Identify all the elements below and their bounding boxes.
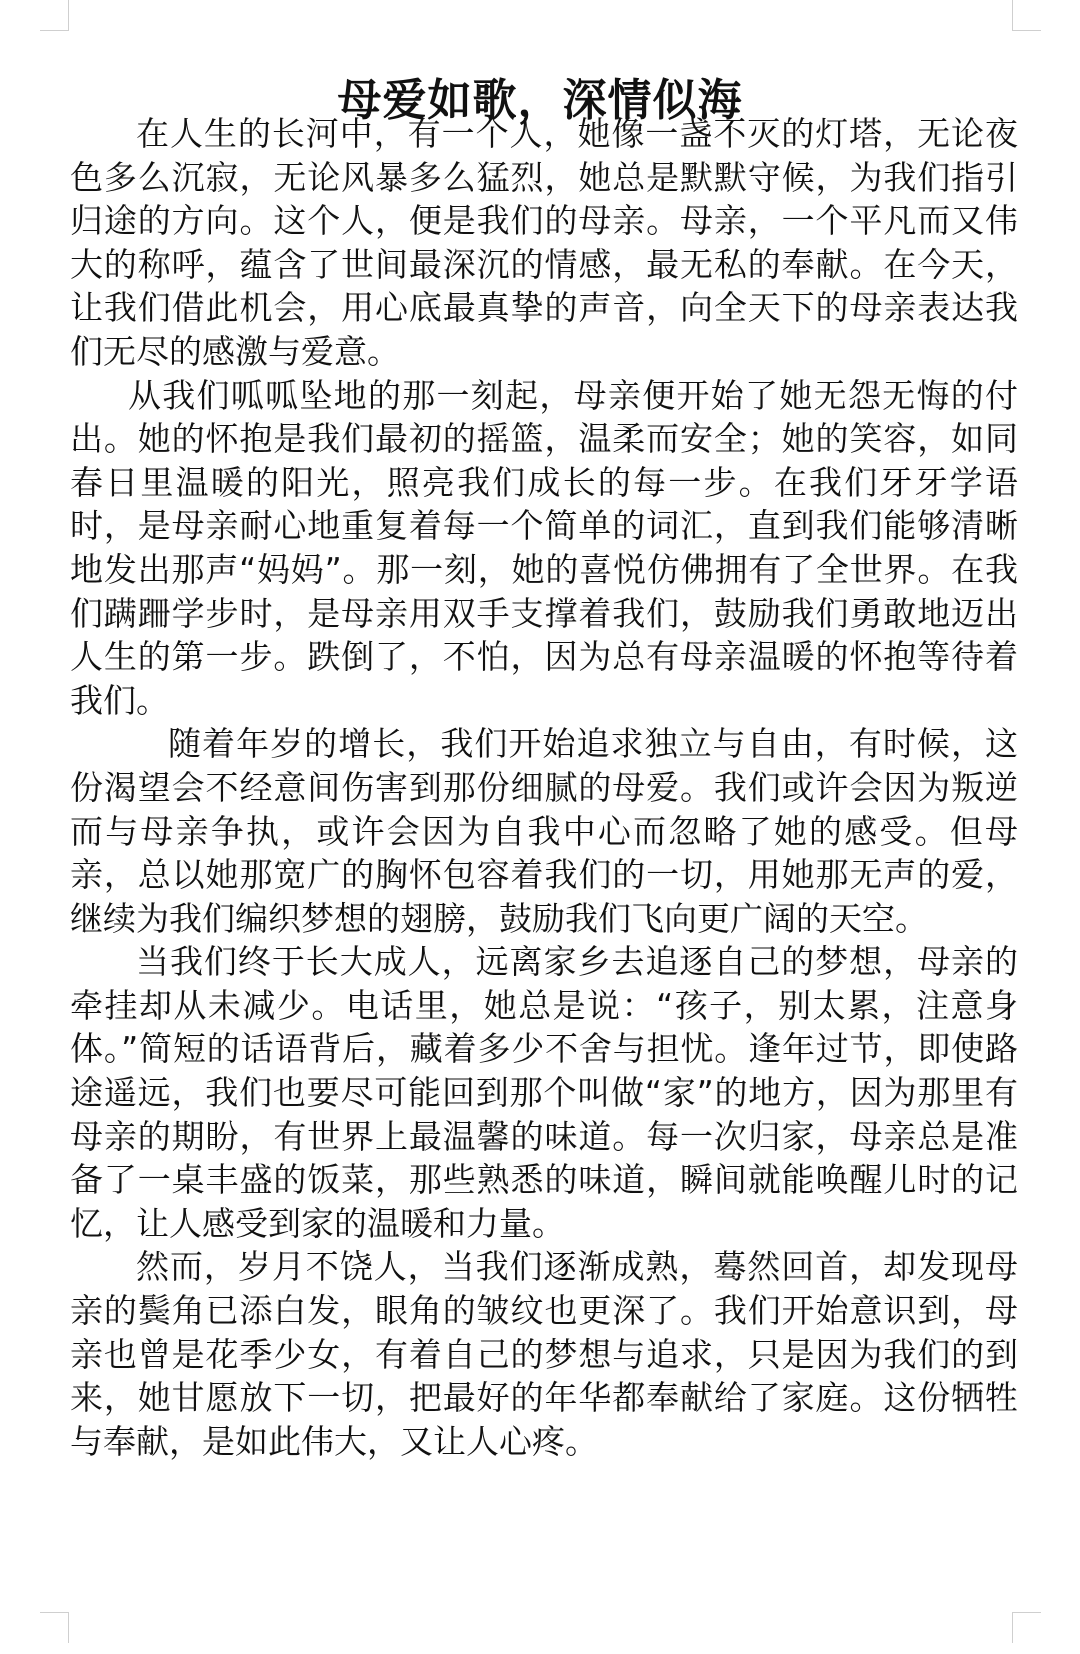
crop-mark-bottom-right bbox=[1012, 1612, 1041, 1643]
paragraph-2: 从我们呱呱坠地的那一刻起，母亲便开始了她无怨无悔的付出。她的怀抱是我们最初的摇篮，温柔而安全；她的笑容，如同春日里温暖的阳光，照亮我们成长的每一步。在我们牙牙学语时，是母亲耐心地重复着每一个简单的词汇，直到我们能够清晰地发出那声“妈妈”。那一刻，她的喜悦仿佛拥有了全世界。在我们蹒跚学步时，是母亲用双手支撑着我们，鼓励我们勇敢地迈出人生的第一步。跌倒了，不怕，因为总有母亲温暖的怀抱等待着我们。 bbox=[70, 375, 1018, 720]
paragraph-3: 随着年岁的增长，我们开始追求独立与自由，有时候，这份渴望会不经意间伤害到那份细腻的母爱。我们或许会因为叛逆而与母亲争执，或许会因为自我中心而忽略了她的感受。但母亲，总以她那宽广的胸怀包容着我们的一切，用她那无声的爱，继续为我们编织梦想的翅膀，鼓励我们飞向更广阔的天空。 bbox=[70, 724, 1018, 938]
document-title: 母爱如歌，深情似海 bbox=[337, 75, 743, 127]
paragraph-1: 在人生的长河中，有一个人，她像一盏不灭的灯塔，无论夜色多么沉寂，无论风暴多么猛烈，她总是默默守候，为我们指引归途的方向。这个人，便是我们的母亲。母亲，一个平凡而又伟大的称呼，蕴含了世间最深沉的情感，最无私的奉献。在今天，让我们借此机会，用心底最真挚的声音，向全天下的母亲表达我们无尽的感激与爱意。 bbox=[70, 114, 1018, 371]
document-body bbox=[70, 112, 1018, 1463]
crop-mark-top-left bbox=[40, 0, 69, 31]
crop-mark-bottom-left bbox=[40, 1612, 69, 1643]
crop-mark-top-right bbox=[1012, 0, 1041, 31]
paragraph-4: 当我们终于长大成人，远离家乡去追逐自己的梦想，母亲的牵挂却从未减少。电话里，她总是说：“孩子，别太累，注意身体。”简短的话语背后，藏着多少不舍与担忧。逢年过节，即使路途遥远，我们也要尽可能回到那个叫做“家”的地方，因为那里有母亲的期盼，有世界上最温馨的味道。每一次归家，母亲总是准备了一桌丰盛的饭菜，那些熟悉的味道，瞬间就能唤醒儿时的记忆，让人感受到家的温暖和力量。 bbox=[70, 942, 1018, 1243]
paragraph-5: 然而，岁月不饶人，当我们逐渐成熟，蓦然回首，却发现母亲的鬓角已添白发，眼角的皱纹也更深了。我们开始意识到，母亲也曾是花季少女，有着自己的梦想与追求，只是因为我们的到来，她甘愿放下一切，把最好的年华都奉献给了家庭。这份牺牲与奉献，是如此伟大，又让人心疼。 bbox=[70, 1247, 1018, 1461]
